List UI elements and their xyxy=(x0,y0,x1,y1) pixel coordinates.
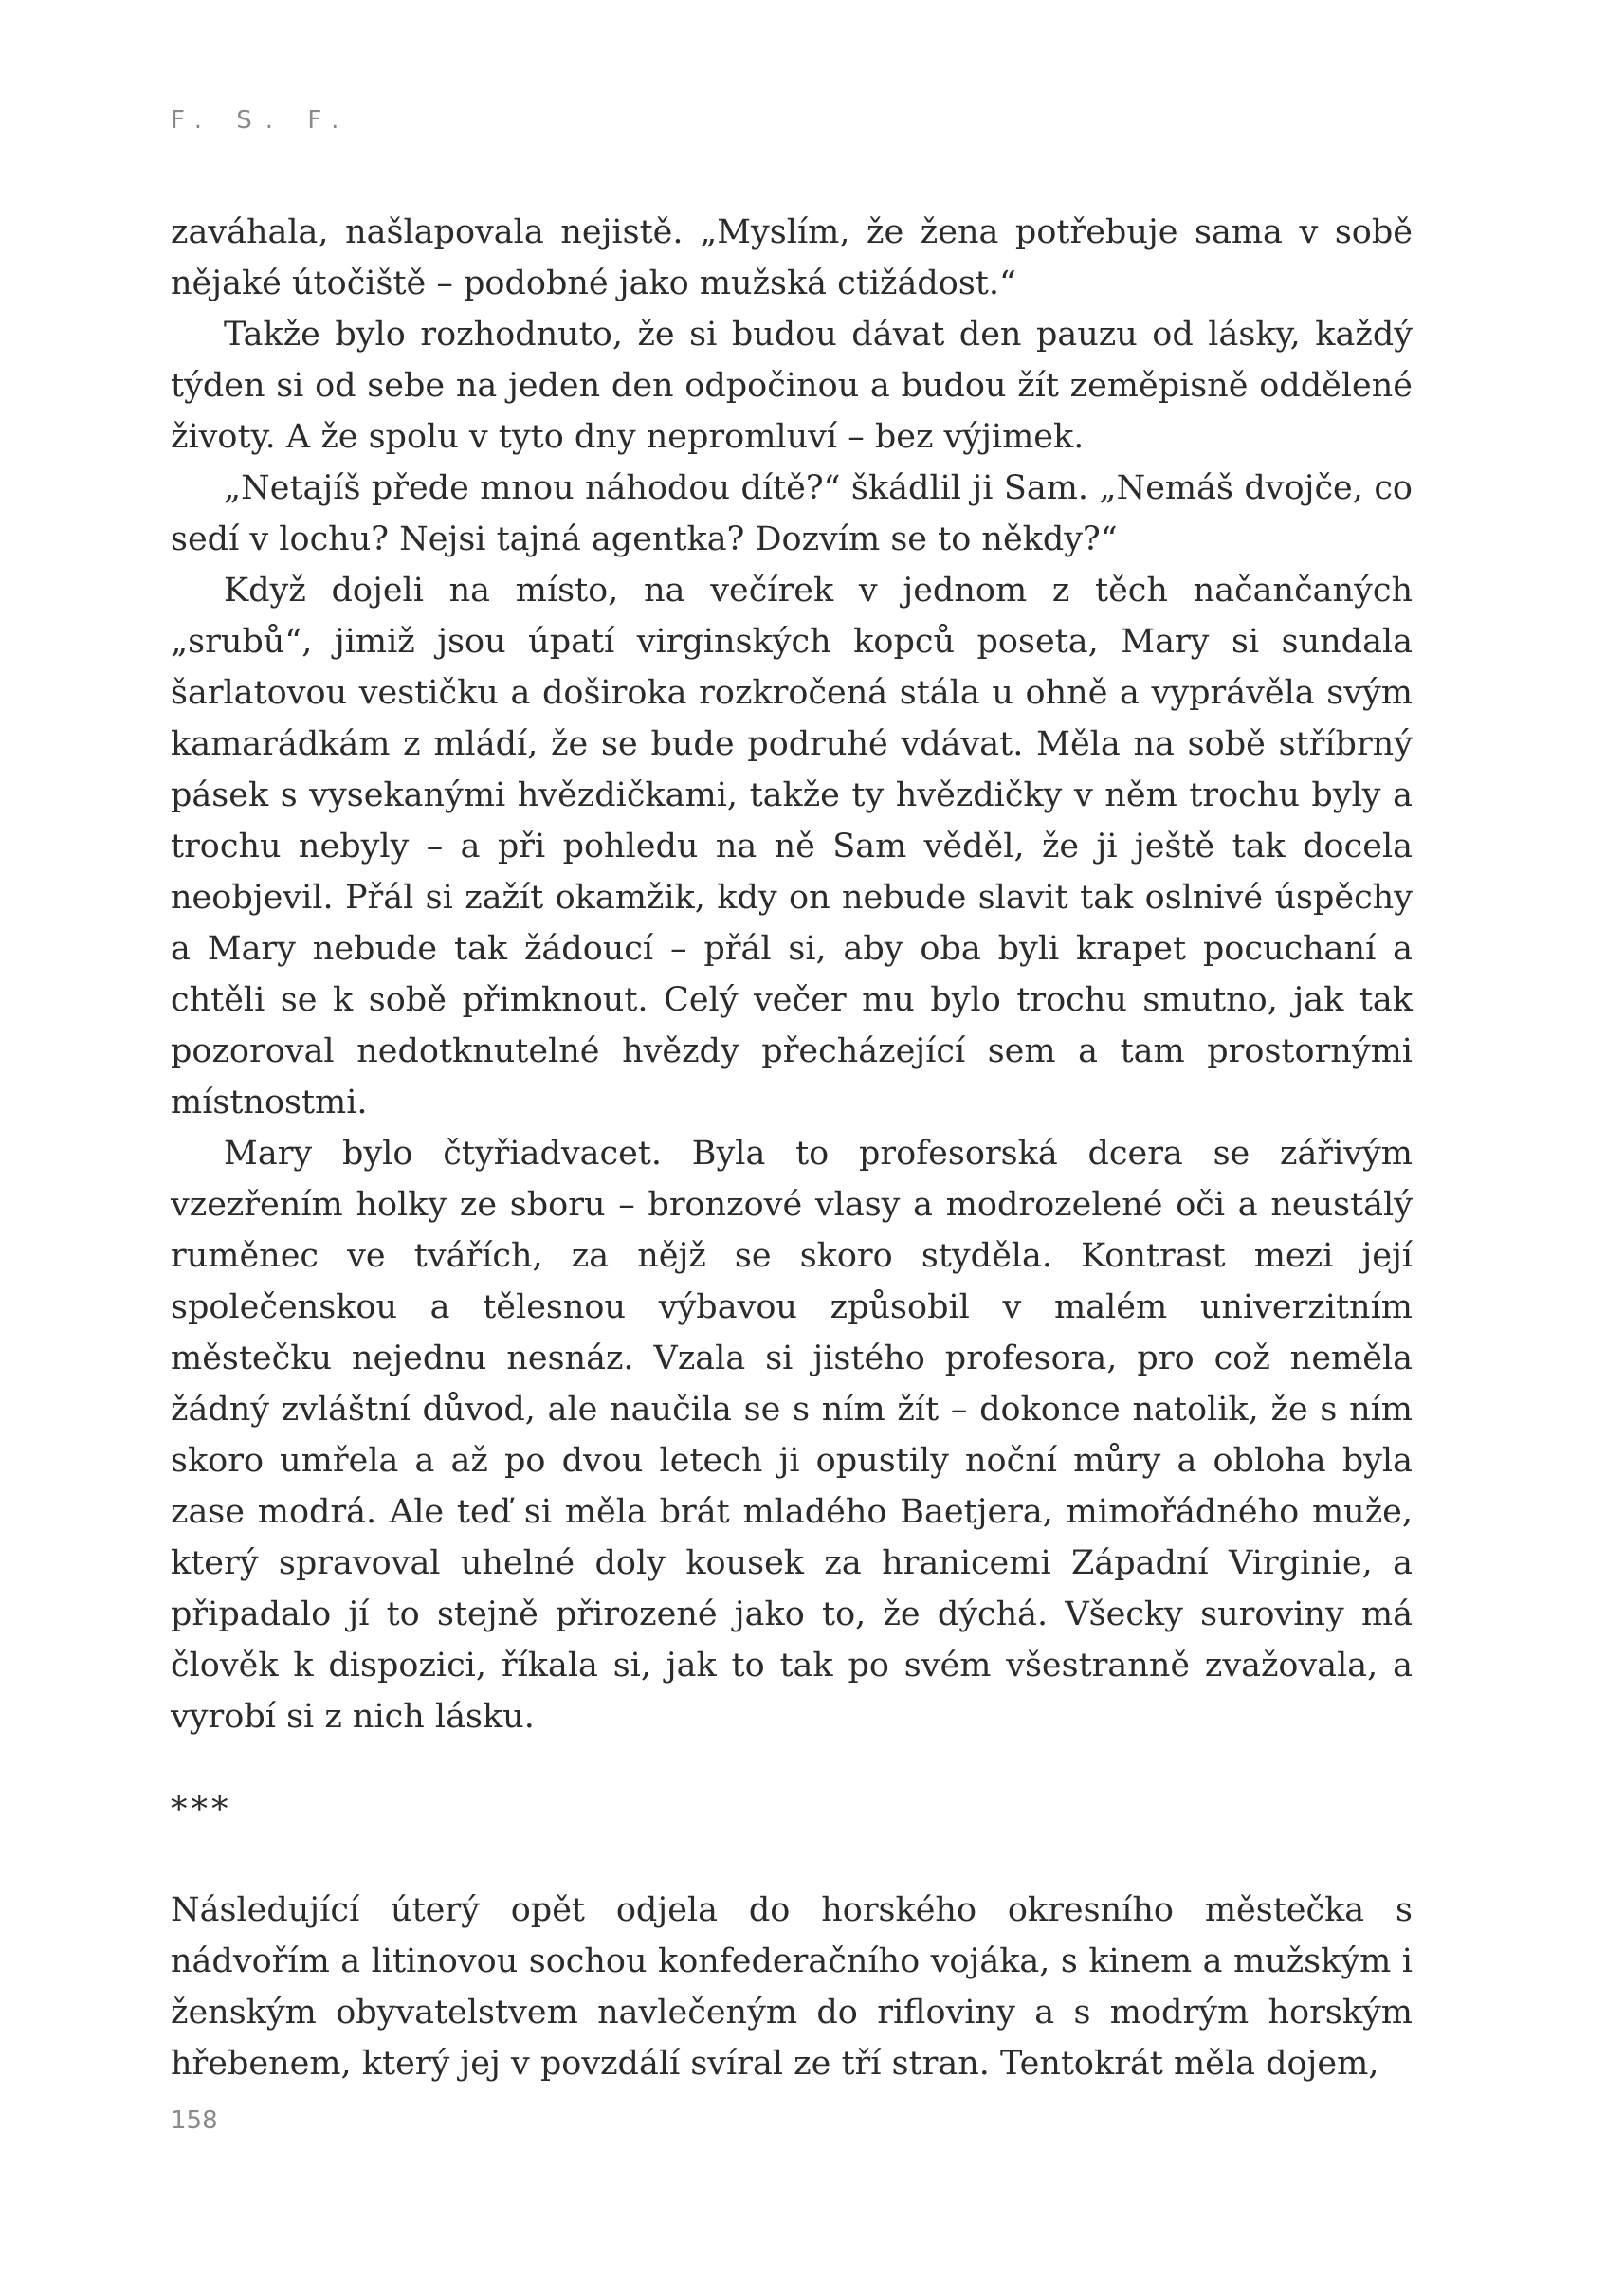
paragraph-4: Když dojeli na místo, na večírek v jednom z těch načančaných „srubů“, jimiž jsou úpatí virginských kopců poseta, Mary si sundala šarlatovou vestičku a doširoka rozkročená stála u ohně a vyprávěla svým kamarádkám z mládí, že se bude podruhé vdávat. Měla na sobě stříbrný pásek s vysekanými hvězdičkami, takže ty hvězdičky v něm trochu byly a trochu nebyly – a při pohledu na ně Sam věděl, že ji ještě tak docela neobjevil. Přál si zažít okamžik, kdy on nebude slavit tak oslnivé úspěchy a Mary nebude tak žádoucí – přál si, aby oba byli krapet pocuchaní a chtěli se k sobě přimknout. Celý večer mu bylo trochu smutno, jak tak pozoroval nedotknutelné hvězdy přecházející sem a tam prostornými místnostmi. xyxy=(171,572,1413,1121)
paragraph-after-separator: Následující úterý opět odjela do horského okresního městečka s nádvořím a litinovou sochou konfederačního vojáka, s kinem a mužským i ženským obyvatelstvem navlečeným do rifloviny a s modrým horským hřebenem, který jej v povzdálí svíral ze tří stran. Tentokrát měla dojem, xyxy=(171,1891,1413,2083)
section-separator: *** xyxy=(171,1791,232,1829)
page-number: 158 xyxy=(171,2106,218,2135)
body-text xyxy=(171,207,1413,2089)
paragraph-2: Takže bylo rozhodnuto, že si budou dávat den pauzu od lásky, každý týden si od sebe na jeden den odpočinou a budou žít zeměpisně oddělené životy. A že spolu v tyto dny nepromluví – bez výjimek. xyxy=(171,316,1413,456)
running-head: F. S. F. xyxy=(171,106,353,135)
paragraph-1: zaváhala, našlapovala nejistě. „Myslím, že žena potřebuje sama v sobě nějaké útočiště – podobné jako mužská ctižádost.“ xyxy=(171,213,1413,302)
paragraph-5: Mary bylo čtyřiadvacet. Byla to profesorská dcera se zářivým vzezřením holky ze sboru – bronzové vlasy a modrozelené oči a neustálý ruměnec ve tvářích, za nějž se skoro styděla. Kontrast mezi její společenskou a tělesnou výbavou způsobil v malém univerzitním městečku nejednu nesnáz. Vzala si jistého profesora, pro což neměla žádný zvláštní důvod, ale naučila se s ním žít – dokonce natolik, že s ním skoro umřela a až po dvou letech ji opustily noční můry a obloha byla zase modrá. Ale teď si měla brát mladého Baetjera, mimořádného muže, který spravoval uhelné doly kousek za hranicemi Západní Virginie, a připadalo jí to stejně přirozené jako to, že dýchá. Všecky suroviny má člověk k dispozici, říkala si, jak to tak po svém všestranně zvažovala, a vyrobí si z nich lásku. xyxy=(171,1135,1413,1736)
paragraph-3: „Netajíš přede mnou náhodou dítě?“ škádlil ji Sam. „Nemáš dvojče, co sedí v lochu? Nejsi tajná agentka? Dozvím se to někdy?“ xyxy=(171,469,1413,558)
